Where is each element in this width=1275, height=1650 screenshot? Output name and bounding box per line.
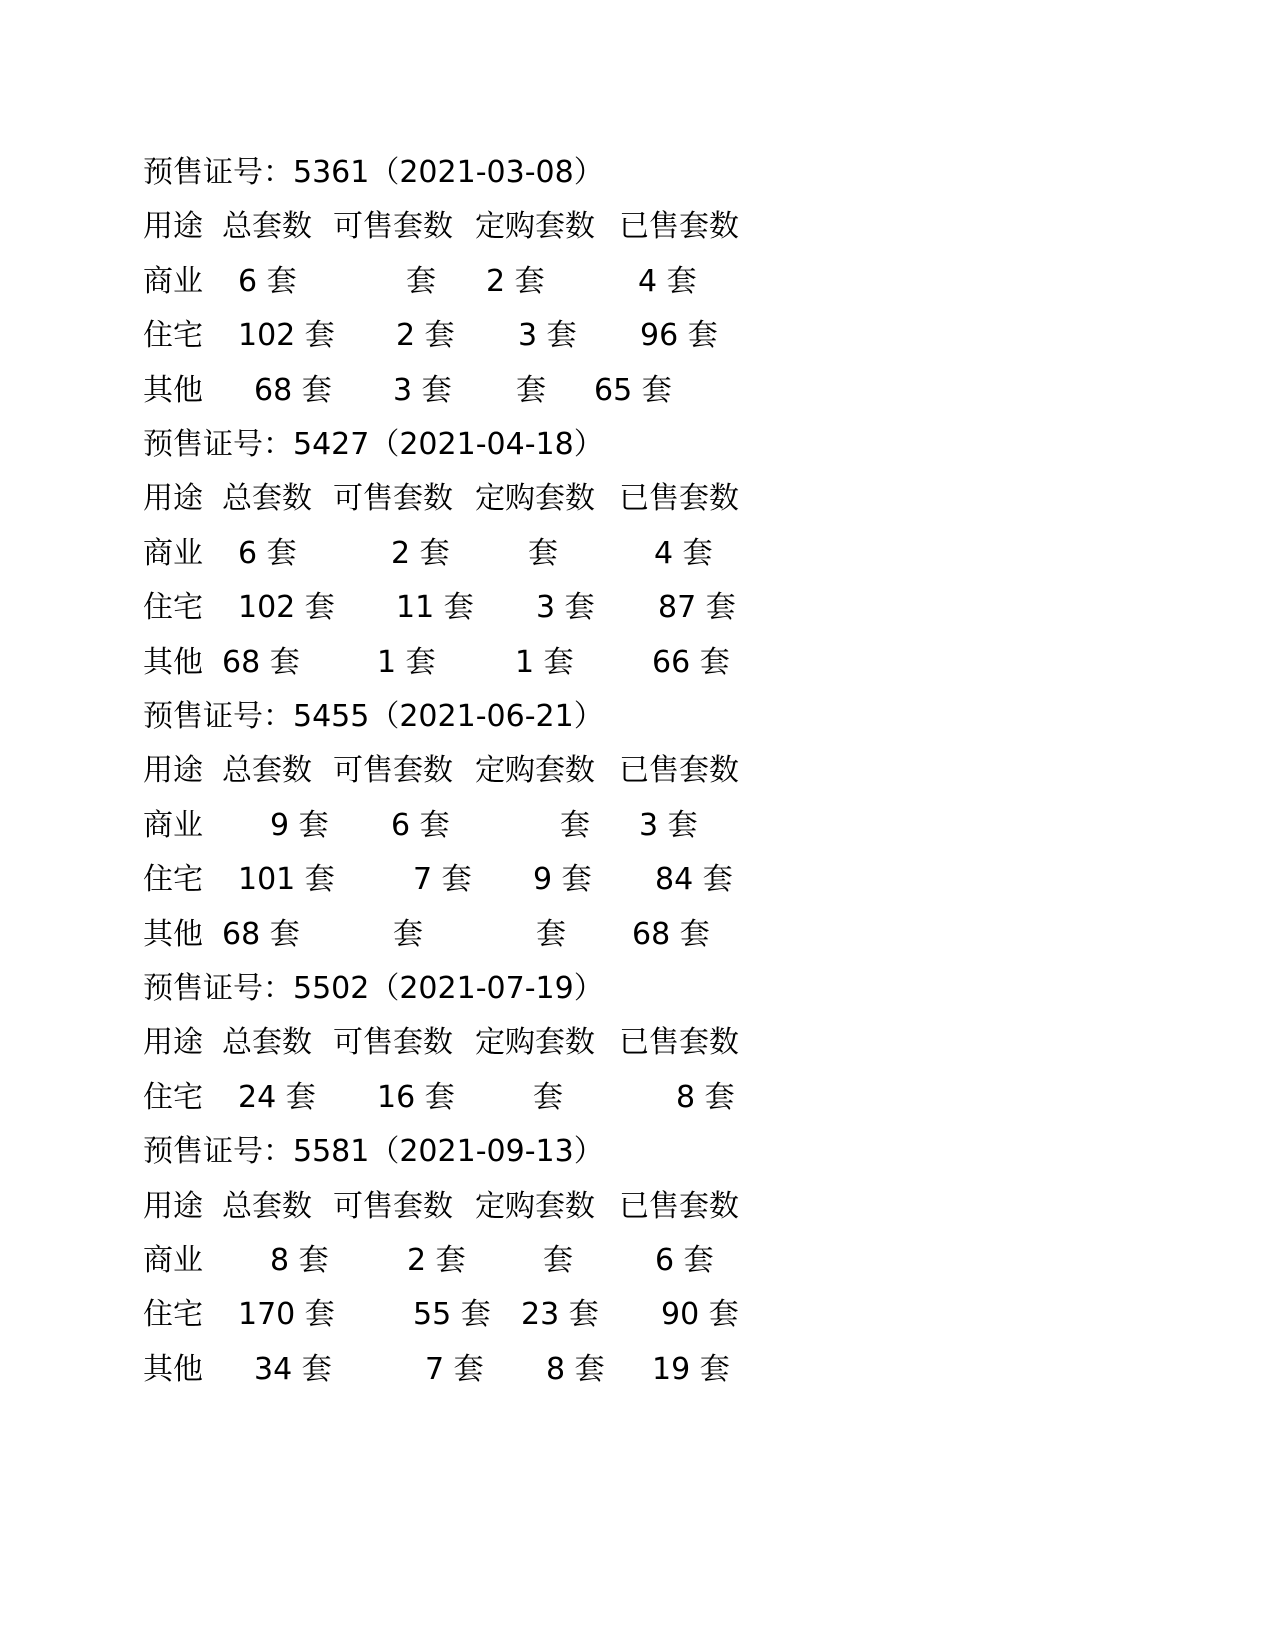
table-row: [0, 368, 1275, 414]
table-row: [0, 1075, 1275, 1121]
header-sold-units-cell: 已售套数: [619, 1188, 739, 1224]
total-units-cell: 34 套: [254, 1351, 332, 1387]
total-units-cell: 6 套: [238, 535, 297, 571]
reserved-units-cell: 23 套: [521, 1297, 599, 1333]
reserved-units-cell: 9 套: [533, 862, 592, 898]
reserved-units-cell: 套: [543, 1243, 573, 1278]
reserved-units-cell: 1 套: [515, 644, 574, 680]
usage-cell: 住宅: [143, 590, 203, 626]
usage-cell: 其他: [143, 1351, 203, 1387]
header-usage-cell: 用途: [143, 209, 203, 245]
table-row: [0, 1238, 1275, 1284]
available-units-cell: 55 套: [413, 1297, 491, 1333]
table-row: [0, 640, 1275, 686]
sold-units-cell: 19 套: [652, 1351, 730, 1387]
presale-permit-title: [0, 150, 1275, 196]
available-units-cell: 1 套: [377, 644, 436, 680]
usage-cell: 其他: [143, 916, 203, 952]
sold-units-cell: 87 套: [658, 590, 736, 626]
table-row: [0, 531, 1275, 577]
usage-cell: 商业: [143, 263, 203, 299]
total-units-cell: 68 套: [254, 372, 332, 408]
header-sold-units-cell: 已售套数: [619, 753, 739, 789]
presale-permit-title-text: 预售证号：5361（2021-03-08）: [143, 155, 604, 190]
sold-units-cell: 84 套: [655, 862, 733, 898]
available-units-cell: 2 套: [391, 535, 450, 571]
usage-cell: 商业: [143, 1243, 203, 1278]
table-header-row: [0, 1184, 1275, 1230]
usage-cell: 商业: [143, 807, 203, 843]
reserved-units-cell: 套: [528, 535, 558, 571]
total-units-cell: 170 套: [238, 1297, 335, 1333]
reserved-units-cell: 套: [560, 807, 590, 843]
header-total-units-cell: 总套数: [222, 1188, 312, 1224]
total-units-cell: 68 套: [222, 644, 300, 680]
sold-units-cell: 4 套: [654, 535, 713, 571]
table-header-row: [0, 748, 1275, 794]
table-row: [0, 1292, 1275, 1338]
header-available-units-cell: 可售套数: [333, 1188, 453, 1224]
total-units-cell: 9 套: [270, 807, 329, 843]
sold-units-cell: 8 套: [676, 1079, 735, 1115]
total-units-cell: 68 套: [222, 916, 300, 952]
available-units-cell: 2 套: [396, 318, 455, 354]
total-units-cell: 8 套: [270, 1243, 329, 1278]
available-units-cell: 2 套: [407, 1243, 466, 1278]
reserved-units-cell: 3 套: [536, 590, 595, 626]
reserved-units-cell: 2 套: [486, 263, 545, 299]
presale-permit-title-text: 预售证号：5502（2021-07-19）: [143, 971, 604, 1006]
table-header-row: [0, 476, 1275, 522]
usage-cell: 其他: [143, 372, 203, 408]
presale-permit-title-text: 预售证号：5427（2021-04-18）: [143, 427, 604, 462]
usage-cell: 住宅: [143, 1297, 203, 1333]
total-units-cell: 6 套: [238, 263, 297, 299]
reserved-units-cell: 套: [536, 916, 566, 952]
header-usage-cell: 用途: [143, 1025, 203, 1061]
header-reserved-units-cell: 定购套数: [475, 481, 595, 517]
table-row: [0, 857, 1275, 903]
usage-cell: 住宅: [143, 862, 203, 898]
table-header-row: [0, 204, 1275, 250]
header-usage-cell: 用途: [143, 1188, 203, 1224]
header-reserved-units-cell: 定购套数: [475, 1188, 595, 1224]
usage-cell: 商业: [143, 535, 203, 571]
table-row: [0, 313, 1275, 359]
available-units-cell: 套: [393, 916, 423, 952]
header-sold-units-cell: 已售套数: [619, 481, 739, 517]
available-units-cell: 11 套: [396, 590, 474, 626]
sold-units-cell: 96 套: [640, 318, 718, 354]
sold-units-cell: 65 套: [594, 372, 672, 408]
sold-units-cell: 3 套: [639, 807, 698, 843]
reserved-units-cell: 8 套: [546, 1351, 605, 1387]
header-sold-units-cell: 已售套数: [619, 209, 739, 245]
usage-cell: 其他: [143, 644, 203, 680]
table-row: [0, 259, 1275, 305]
presale-permit-title: [0, 422, 1275, 468]
header-total-units-cell: 总套数: [222, 1025, 312, 1061]
presale-permit-title-text: 预售证号：5455（2021-06-21）: [143, 699, 604, 734]
presale-permit-title: [0, 966, 1275, 1012]
total-units-cell: 102 套: [238, 590, 335, 626]
header-available-units-cell: 可售套数: [333, 1025, 453, 1061]
header-reserved-units-cell: 定购套数: [475, 209, 595, 245]
reserved-units-cell: 3 套: [518, 318, 577, 354]
presale-permit-title: [0, 694, 1275, 740]
sold-units-cell: 90 套: [661, 1297, 739, 1333]
header-total-units-cell: 总套数: [222, 209, 312, 245]
available-units-cell: 7 套: [425, 1351, 484, 1387]
sold-units-cell: 6 套: [655, 1243, 714, 1278]
sold-units-cell: 4 套: [638, 263, 697, 299]
presale-permit-title: [0, 1129, 1275, 1175]
total-units-cell: 102 套: [238, 318, 335, 354]
header-reserved-units-cell: 定购套数: [475, 753, 595, 789]
available-units-cell: 3 套: [393, 372, 452, 408]
usage-cell: 住宅: [143, 318, 203, 354]
table-row: [0, 585, 1275, 631]
header-available-units-cell: 可售套数: [333, 481, 453, 517]
available-units-cell: 7 套: [413, 862, 472, 898]
reserved-units-cell: 套: [533, 1079, 563, 1115]
reserved-units-cell: 套: [516, 372, 546, 408]
table-header-row: [0, 1020, 1275, 1066]
table-row: [0, 912, 1275, 958]
total-units-cell: 101 套: [238, 862, 335, 898]
header-sold-units-cell: 已售套数: [619, 1025, 739, 1061]
header-usage-cell: 用途: [143, 753, 203, 789]
header-available-units-cell: 可售套数: [333, 753, 453, 789]
available-units-cell: 16 套: [377, 1079, 455, 1115]
total-units-cell: 24 套: [238, 1079, 316, 1115]
header-usage-cell: 用途: [143, 481, 203, 517]
header-total-units-cell: 总套数: [222, 753, 312, 789]
available-units-cell: 套: [406, 263, 436, 299]
table-row: [0, 1347, 1275, 1393]
header-reserved-units-cell: 定购套数: [475, 1025, 595, 1061]
usage-cell: 住宅: [143, 1079, 203, 1115]
sold-units-cell: 66 套: [652, 644, 730, 680]
presale-permit-title-text: 预售证号：5581（2021-09-13）: [143, 1134, 604, 1170]
header-available-units-cell: 可售套数: [333, 209, 453, 245]
table-row: [0, 803, 1275, 849]
sold-units-cell: 68 套: [632, 916, 710, 952]
available-units-cell: 6 套: [391, 807, 450, 843]
header-total-units-cell: 总套数: [222, 481, 312, 517]
